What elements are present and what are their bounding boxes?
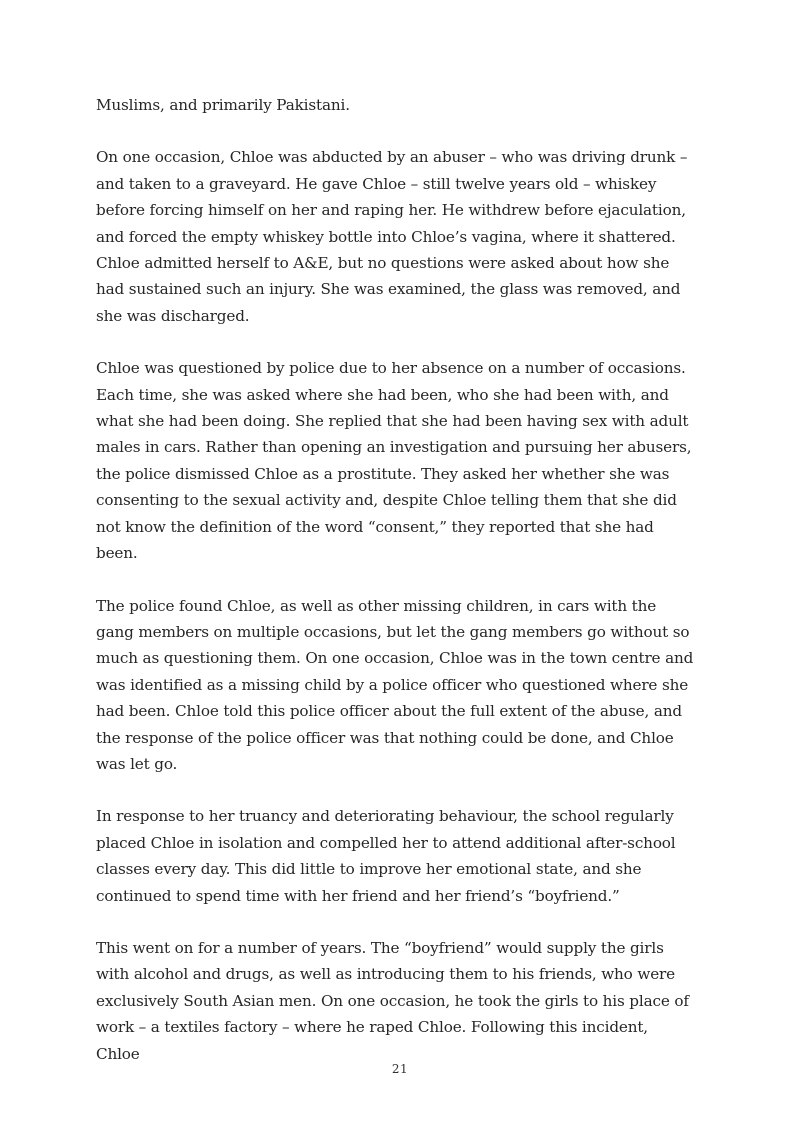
paragraph: The police found Chloe, as well as other missing children, in cars with the gang members on multiple occasions, but let the gang members go without so much as questioning them. On one occasion, Chloe was in the town centre and was identified as a missing child by a police officer who questioned where she had been. Chloe told this police officer about the full extent of the abuse, and the response of the police officer was that nothing could be done, and Chloe was let go. [96,596,694,773]
body-text [96,92,696,1093]
paragraph: Chloe was questioned by police due to her absence on a number of occasions. Each time, she was asked where she had been, who she had been with, and what she had been doing. She replied that she had been having sex with adult males in cars. Rather than opening an investigation and pursuing her abusers, the police dismissed Chloe as a prostitute. They asked her whether she was consenting to the sexual activity and, despite Chloe telling them that she did not know the definition of the word “consent,” they reported that she had been. [96,359,692,563]
paragraph: In response to her truancy and deteriorating behaviour, the school regularly placed Chloe in isolation and compelled her to attend additional after-school classes every day. This did little to improve her emotional state, and she continued to spend time with her friend and her friend’s “boyfriend.” [96,807,676,905]
paragraph: On one occasion, Chloe was abducted by an abuser – who was driving drunk – and taken to a graveyard. He gave Chloe – still twelve years old – whiskey before forcing himself on her and raping her. He withdrew before ejaculation, and forced the empty whiskey bottle into Chloe’s vagina, where it shattered. Chloe admitted herself to A&E, but no questions were asked about how she had sustained such an injury. She was examined, the glass was removed, and she was discharged. [96,148,688,325]
paragraph: Muslims, and primarily Pakistani. [96,96,350,114]
paragraph: This went on for a number of years. The “boyfriend” would supply the girls with alcohol and drugs, as well as introducing them to his friends, who were exclusively South Asian men. On one occasion, he took the girls to his place of work – a textiles factory – where he raped Chloe. Following this incident, Chloe [96,938,689,1063]
page-number: 21 [391,1062,409,1076]
